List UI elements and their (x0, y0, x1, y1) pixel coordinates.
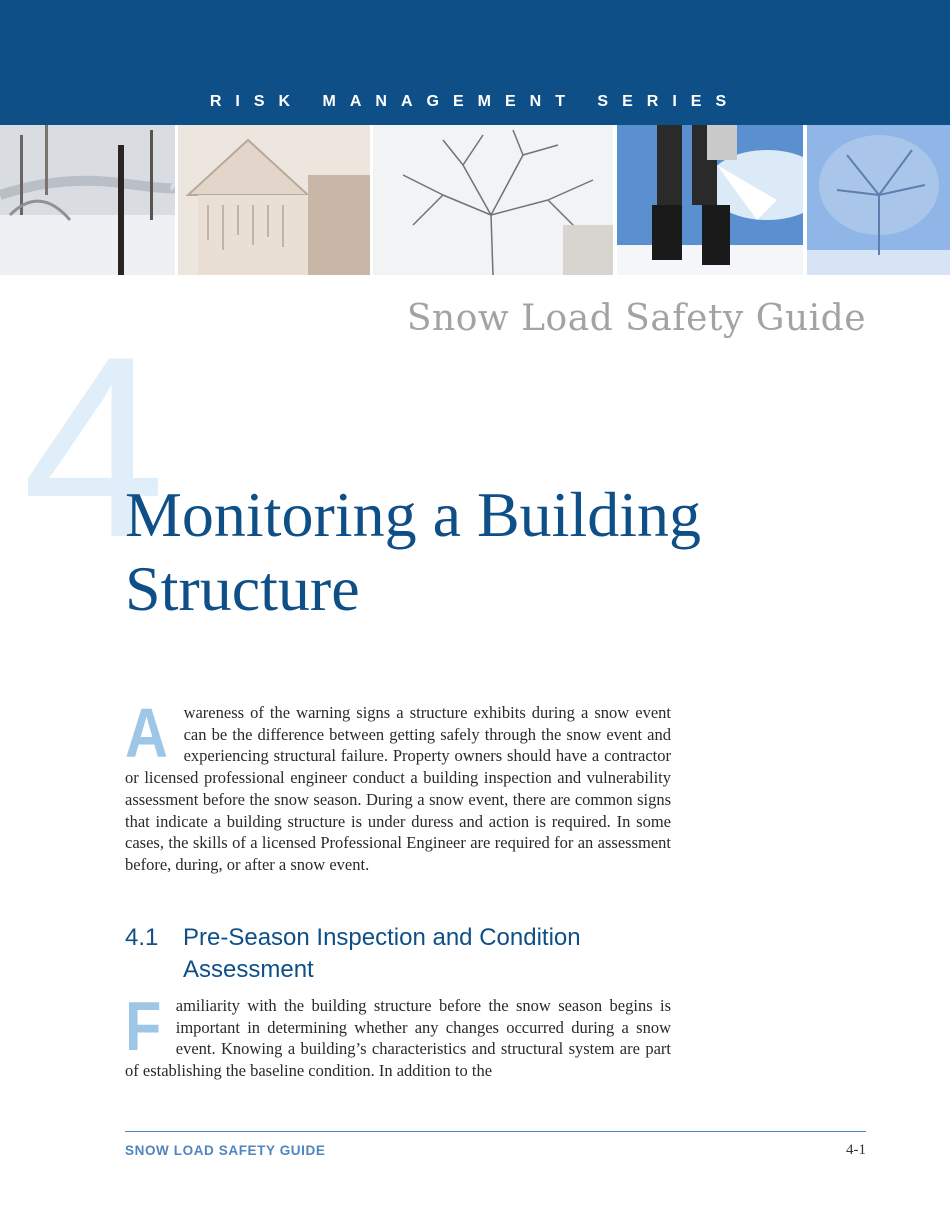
guide-title: Snow Load Safety Guide (406, 298, 866, 339)
section-paragraph (125, 987, 671, 1082)
section-text: amiliarity with the building structure before the snow season begins is important in determining whether any changes occurred during a snow event. Knowing a building’s characteristics and structural system are part of establishing the baseline condition. In addition to the (125, 996, 671, 1081)
footer-rule (125, 1131, 866, 1132)
ice-covered-tree-photo (373, 125, 613, 275)
intro-paragraph (125, 694, 671, 876)
series-title: RISK MANAGEMENT SERIES (209, 93, 741, 110)
photo-strip (0, 125, 950, 275)
footer-title: SNOW LOAD SAFETY GUIDE (125, 1143, 326, 1158)
frosted-tree-photo (807, 125, 950, 275)
section-heading (125, 922, 685, 986)
chapter-number: 4 (22, 302, 166, 591)
page-number: 4-1 (846, 1142, 866, 1158)
section-title: Pre-Season Inspection and Condition Assessment (183, 924, 581, 983)
section-number: 4.1 (125, 924, 159, 951)
section-drop-cap: F (125, 987, 162, 1065)
snow-shoveling-photo (617, 125, 803, 275)
intro-drop-cap: A (125, 694, 168, 772)
iced-building-photo (178, 125, 370, 275)
icy-trees-photo (0, 125, 175, 275)
chapter-title: Monitoring a Building Structure (125, 479, 701, 624)
intro-text: wareness of the warning signs a structure exhibits during a snow event can be the difference between getting safely through the snow event and experiencing structural failure. Property owners should have a contractor or licensed professional engineer conduct a building inspection and vulnerability assessment before the snow season. During a snow event, there are common signs that indicate a building structure is under duress and action is required. In some cases, the skills of a licensed Professional Engineer are required for an assessment before, during, or after a snow event. (125, 703, 671, 874)
